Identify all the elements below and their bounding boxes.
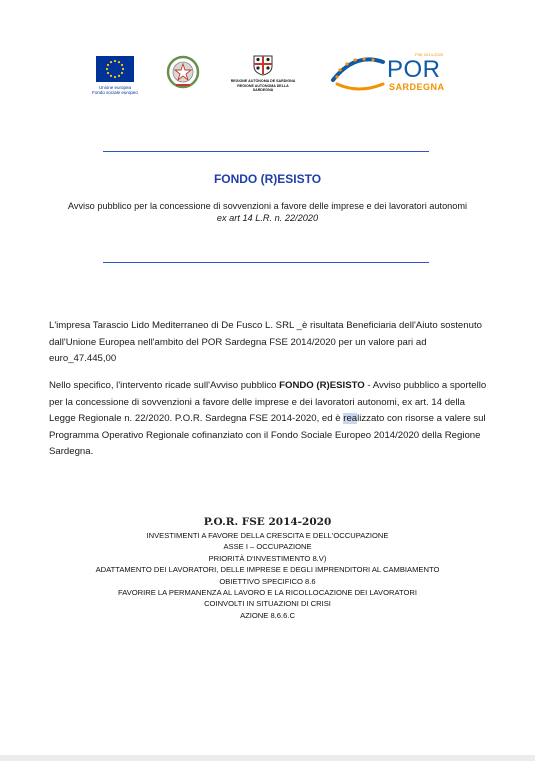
sardegna-region-logo (228, 54, 298, 93)
document-title: FONDO (R)ESISTO (213, 172, 322, 186)
por-line: FAVORIRE LA PERMANENZA AL LAVORO E LA RICOLLOCAZIONE DEI LAVORATORI (117, 588, 418, 598)
por-line: ADATTAMENTO DEI LAVORATORI, DELLE IMPRESE E DEGLI IMPRENDITORI AL CAMBIAMENTO (95, 565, 440, 575)
eu-caption-1: Unione europea (98, 85, 132, 90)
subtitle-line-2: ex art 14 L.R. n. 22/2020 (216, 213, 319, 223)
por-small-caption: FSE 2014-2020 (415, 52, 444, 57)
por-fse-block (0, 516, 535, 621)
eu-flag-icon (96, 56, 134, 82)
por-line: PRIORITÀ D'INVESTIMENTO 8.V) (208, 553, 327, 563)
selected-text-highlight: rea (343, 413, 358, 424)
details-bold-title: FONDO (R)ESISTO (279, 380, 365, 391)
page-bottom-edge (0, 755, 535, 761)
por-line: OBIETTIVO SPECIFICO 8.6 (219, 576, 316, 586)
details-paragraph (49, 378, 494, 461)
por-sardegna-wordmark: SARDEGNA (389, 82, 445, 92)
details-text-a: Nello specifico, l'intervento ricade sull'Avviso pubblico (49, 380, 280, 391)
subtitle-line-1: Avviso pubblico per la concessione di sovvenzioni a favore delle imprese e dei lavoratori autonomi (67, 201, 468, 211)
por-line: COINVOLTI IN SITUAZIONI DI CRISI (204, 599, 331, 609)
top-divider (103, 151, 429, 152)
italian-republic-emblem-icon (165, 54, 201, 90)
sardegna-caption-2: REGIONE AUTONOMA DELLA SARDEGNA (237, 83, 289, 92)
document-subtitle (20, 200, 515, 224)
beneficiary-paragraph: L'impresa Tarascio Lido Mediterraneo di De Fusco L. SRL _è risultata Beneficiaria dell'Aiuto sostenuto dall'Unione Europea nell'ambito del POR Sardegna FSE 2014/2020 per un valore pari ad euro_47.445,00 (49, 320, 482, 364)
eu-logo (90, 56, 140, 95)
sardegna-caption-1: REGIONE AUTÒNOMA DE SARDIGNA (230, 79, 296, 83)
eu-caption-2: Fondo sociale europeo (92, 90, 138, 95)
por-line: AZIONE 8.6.6.C (240, 610, 295, 620)
details-text-b: - Avviso pubblico a sportello per la concessione di sovvenzioni a favore delle imprese e dei lavoratori autonomi, ex art. 14 della Legge Regionale n. 22/2020. P.O.R. Sardegna FSE 2014-2020, ed è (49, 380, 487, 424)
details-text-c: lizzato con risorse a valere sul Programma Operativo Regionale cofinanziato con il Fondo Sociale Europeo 2014/2020 della Regione Sardegna. (49, 413, 486, 457)
por-line: INVESTIMENTI A FAVORE DELLA CRESCITA E DELL'OCCUPAZIONE (146, 531, 389, 540)
por-line: ASSE I – OCCUPAZIONE (223, 542, 312, 552)
logo-strip (0, 52, 535, 106)
sardegna-shield-icon (252, 54, 274, 76)
bottom-divider (103, 262, 429, 263)
por-sardegna-logo (325, 50, 453, 96)
por-wordmark: POR (387, 56, 441, 83)
por-fse-title: P.O.R. FSE 2014-2020 (203, 516, 332, 528)
